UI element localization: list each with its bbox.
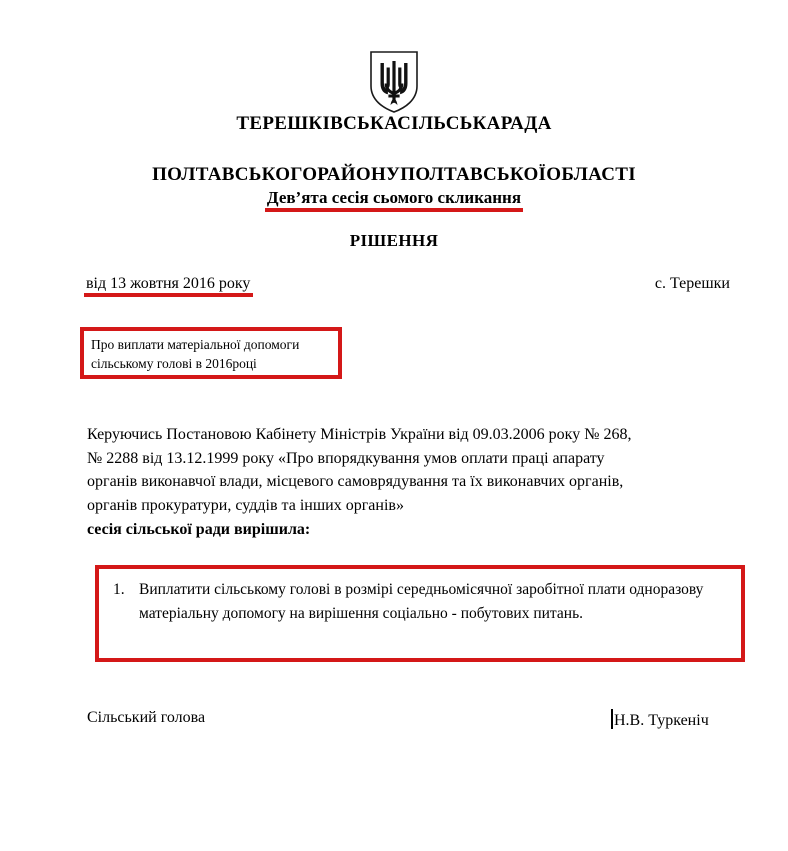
subject-line-2: сільському голові в 2016році: [91, 356, 257, 372]
body-line-5-resolved: сесія сільської ради вирішила:: [87, 520, 311, 538]
region-title: ПОЛТАВСЬКОГОРАЙОНУПОЛТАВСЬКОЇОБЛАСТІ: [152, 164, 636, 185]
resolution-content: [99, 569, 741, 625]
resolution-item-text: Виплатити сільському голові в розмірі середньомісячної заробітної плати одноразову матеріальну допомогу на вирішення соціально - побутових питань.: [139, 581, 704, 622]
date-line: [84, 275, 252, 293]
subject-highlight-box: [80, 327, 342, 379]
resolution-item: [113, 578, 731, 625]
resolution-item-number: 1.: [113, 581, 125, 598]
spellcheck-squiggle-icon: [670, 294, 730, 298]
body-paragraph: [87, 423, 747, 541]
text-cursor-caret: [611, 709, 613, 729]
signature-name-container: [611, 709, 709, 730]
place-prefix: с.: [654, 275, 670, 292]
body-line-1: Керуючись Постановою Кабінету Міністрів України від 09.03.2006 року № 268,: [87, 426, 632, 443]
place-line: [655, 275, 730, 293]
session-line-text: Дев’ята сесія сьомого скликання: [266, 188, 522, 207]
date-line-text: від 13 жовтня 2016 року: [86, 275, 251, 292]
emblem-container: [0, 50, 788, 119]
organization-title: ТЕРЕШКІВСЬКАСІЛЬСЬКАРАДА: [236, 113, 552, 134]
ukrainian-trident-coat-of-arms-icon: [367, 50, 421, 114]
signature-name: Н.В. Туркеніч: [614, 712, 709, 729]
body-line-4: органів прокуратури, суддів та інших органів»: [87, 497, 404, 515]
subject-text: [84, 331, 338, 373]
body-line-2: № 2288 від 13.12.1999 року «Про впорядкування умов оплати праці апарату: [87, 449, 605, 467]
place-name-spellchecked: [670, 275, 730, 293]
resolution-highlight-box: [95, 565, 745, 662]
body-line-3: органів виконавчої влади, місцевого самоврядування та їх виконавчих органів,: [87, 473, 624, 491]
decision-title: РІШЕННЯ: [349, 231, 439, 250]
signature-role: Сільський голова: [87, 709, 206, 726]
subject-line-1: Про виплати матеріальної допомоги: [91, 337, 300, 352]
session-line: [0, 188, 788, 208]
place-name-text: Терешки: [669, 275, 730, 292]
